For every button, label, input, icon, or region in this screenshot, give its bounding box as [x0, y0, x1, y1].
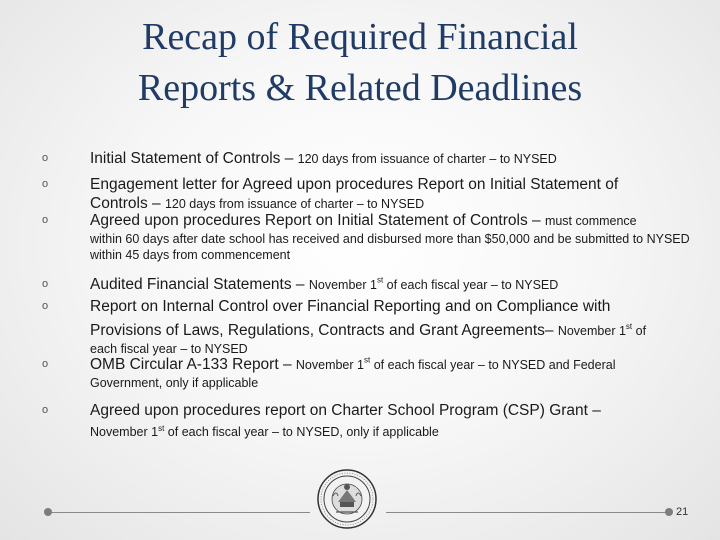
- item-continuation: within 60 days after date school has received and disbursed more than $50,000 and be submitted to NYSED within 45 days from commencement: [90, 232, 690, 262]
- bullet-marker: o: [42, 214, 49, 226]
- item-continuation: of each fiscal year – to NYSED, only if applicable: [164, 425, 439, 440]
- item-lead: OMB Circular A-133 Report –: [90, 356, 296, 373]
- item-lead: Agreed upon procedures Report on Initial Statement of Controls –: [90, 212, 545, 229]
- bullet-marker: o: [42, 358, 49, 370]
- bullet-marker: o: [42, 152, 49, 164]
- ordinal-suffix: st: [625, 322, 633, 331]
- ordinal-suffix: st: [363, 355, 371, 365]
- item-lead: Report on Internal Control over Financial Reporting and on Compliance with: [90, 298, 611, 315]
- page-number: 21: [676, 506, 689, 518]
- item-lead: Engagement letter for Agreed upon procedures Report on Initial Statement of: [90, 176, 619, 193]
- item-lead: Audited Financial Statements –: [90, 276, 309, 293]
- item-detail: of each fiscal year – to NYSED and Federal: [370, 358, 616, 372]
- ordinal-suffix: st: [158, 424, 165, 433]
- list-item: [42, 400, 692, 440]
- deadline-list: [42, 148, 692, 440]
- item-date: November 1: [557, 324, 626, 339]
- item-detail: of each fiscal year – to NYSED: [383, 278, 559, 292]
- bullet-marker: o: [42, 278, 49, 290]
- list-item: [42, 354, 692, 400]
- bottom-rule-left: [48, 512, 310, 513]
- list-item: [42, 274, 692, 296]
- title-line-1: Recap of Required Financial: [142, 16, 578, 58]
- item-lead: Agreed upon procedures report on Charter School Program (CSP) Grant –: [90, 402, 601, 419]
- item-continuation: each fiscal year – to NYSED: [90, 342, 248, 357]
- item-detail: of: [632, 324, 647, 339]
- item-detail: must commence: [544, 214, 637, 228]
- bullet-marker: o: [42, 300, 49, 312]
- title-line-2: Reports & Related Deadlines: [137, 67, 583, 109]
- bullet-marker: o: [42, 178, 49, 190]
- item-date: November 1: [295, 358, 364, 372]
- item-date: November 1: [90, 425, 159, 440]
- item-continuation: Government, only if applicable: [90, 376, 259, 390]
- item-date: November 1: [308, 278, 377, 292]
- item-detail: 120 days from issuance of charter – to NYSED: [164, 197, 425, 211]
- item-lead-cont: Controls –: [90, 195, 165, 212]
- state-seal-icon: [316, 468, 378, 530]
- ordinal-suffix: st: [376, 275, 384, 285]
- list-item: [42, 174, 692, 210]
- bullet-marker: o: [42, 404, 49, 416]
- bottom-rule-right: [386, 512, 672, 513]
- list-item: [42, 296, 692, 357]
- rule-end-dot-left: [44, 508, 52, 516]
- rule-end-dot-right: [665, 508, 673, 516]
- item-lead-cont: Provisions of Laws, Regulations, Contracts and Grant Agreements–: [90, 322, 558, 340]
- list-item: [42, 148, 692, 174]
- list-item: [42, 210, 692, 274]
- item-lead: Initial Statement of Controls –: [90, 150, 298, 167]
- slide-title: [0, 12, 720, 114]
- item-detail: 120 days from issuance of charter – to NYSED: [297, 152, 557, 166]
